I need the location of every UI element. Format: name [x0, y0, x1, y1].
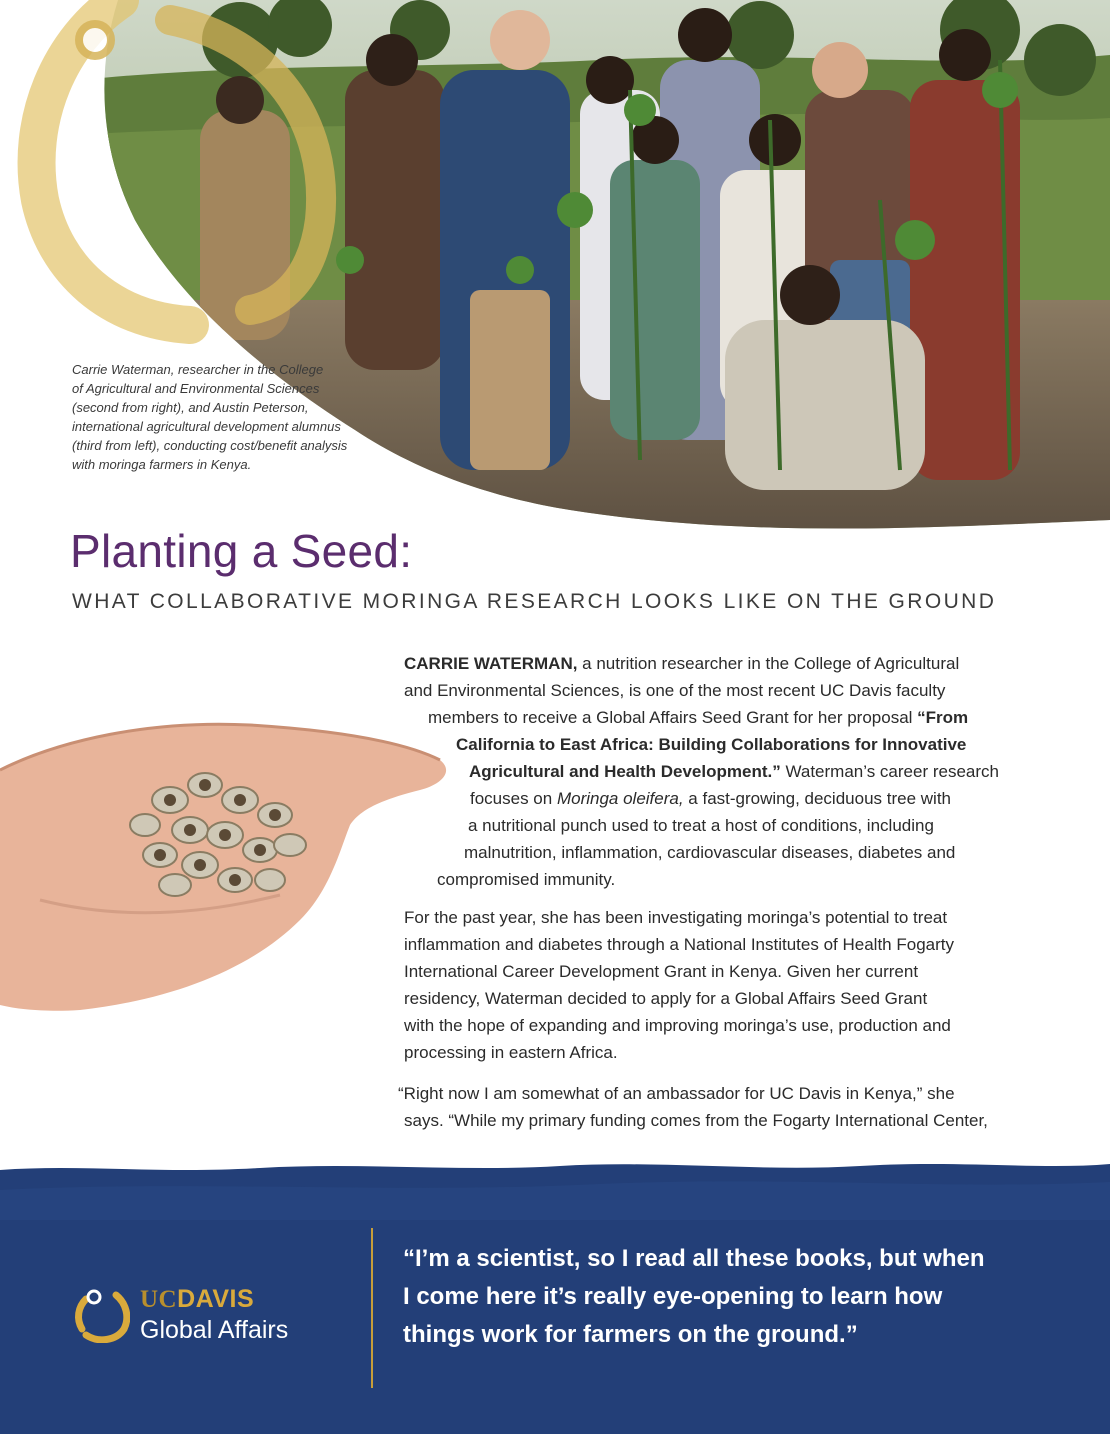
ucdavis-global-affairs-logo: [72, 1285, 289, 1348]
logo-ucdavis: UCDAVIS: [140, 1285, 255, 1313]
article-line: residency, Waterman decided to apply for a Global Affairs Seed Grant: [404, 989, 928, 1008]
article-line: focuses on Moringa oleifera, a fast-growing, deciduous tree with: [470, 789, 951, 808]
caption-line: international agricultural development alumnus: [72, 419, 341, 434]
caption-line: with moringa farmers in Kenya.: [72, 457, 252, 472]
article-line: International Career Development Grant in Kenya. Given her current: [404, 962, 919, 981]
seeds-in-hand-image: [0, 650, 460, 1030]
caption-line: of Agricultural and Environmental Sciences: [72, 381, 320, 396]
article-line: and Environmental Sciences, is one of the most recent UC Davis faculty: [404, 681, 946, 700]
quote-line: “I’m a scientist, so I read all these books, but when: [403, 1245, 985, 1272]
article-line: processing in eastern Africa.: [404, 1043, 618, 1062]
article-line: says. “While my primary funding comes from the Fogarty International Center,: [404, 1111, 988, 1130]
caption-line: (second from right), and Austin Peterson,: [72, 400, 309, 415]
logo-global-affairs: Global Affairs: [140, 1316, 289, 1344]
ucdavis-ring-icon: [72, 1285, 130, 1343]
page-subtitle: WHAT COLLABORATIVE MORINGA RESEARCH LOOKS LIKE ON THE GROUND: [72, 590, 997, 613]
photo-caption: [72, 360, 382, 474]
article-line: a nutritional punch used to treat a host of conditions, including: [468, 816, 934, 835]
caption-line: (third from left), conducting cost/benefit analysis: [72, 438, 348, 453]
article-line: inflammation and diabetes through a National Institutes of Health Fogarty: [404, 935, 954, 954]
article-line: members to receive a Global Affairs Seed Grant for her proposal “From: [428, 708, 969, 727]
logo-wordmark: [140, 1285, 288, 1346]
pull-quote: [403, 1240, 1023, 1354]
quote-line: I come here it’s really eye-opening to learn how: [403, 1283, 943, 1310]
footer-divider: [371, 1228, 373, 1388]
article-line: California to East Africa: Building Collaborations for Innovative: [456, 735, 967, 754]
article-line: CARRIE WATERMAN, a nutrition researcher in the College of Agricultural: [404, 654, 960, 673]
quote-line: things work for farmers on the ground.”: [403, 1321, 858, 1348]
article-line: with the hope of expanding and improving moringa’s use, production and: [404, 1016, 951, 1035]
page-title: Planting a Seed:: [70, 525, 413, 577]
article-line: compromised immunity.: [437, 870, 616, 889]
article-line: malnutrition, inflammation, cardiovascular diseases, diabetes and: [464, 843, 956, 862]
article-line: For the past year, she has been investigating moringa’s potential to treat: [404, 908, 948, 927]
caption-line: Carrie Waterman, researcher in the College: [72, 362, 324, 377]
article-line: Agricultural and Health Development.” Waterman’s career research: [469, 762, 999, 781]
article-line: “Right now I am somewhat of an ambassador for UC Davis in Kenya,” she: [398, 1084, 955, 1103]
